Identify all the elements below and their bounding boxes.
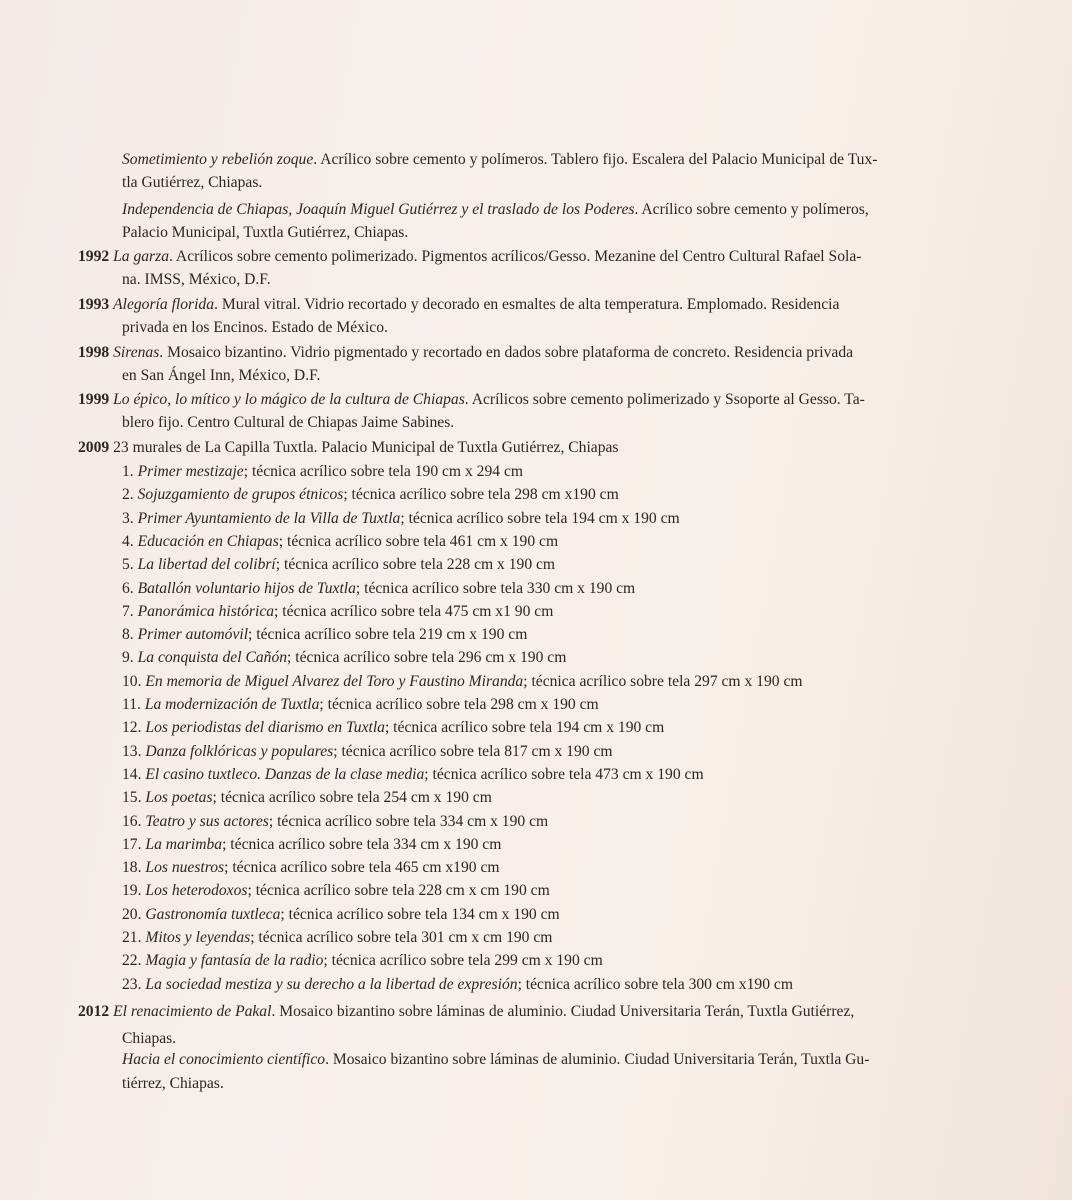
item-technique: ; técnica acrílico sobre tela 301 cm x cm 190 cm <box>250 929 553 946</box>
mural-item <box>122 926 552 949</box>
mural-item <box>122 693 599 716</box>
entry-title: El renacimiento de Pakal <box>113 1003 272 1020</box>
item-number: 18. <box>122 859 146 877</box>
entry-continuation <box>122 1072 224 1095</box>
mural-item <box>122 810 548 833</box>
item-title: En memoria de Miguel Alvarez del Toro y Faustino Miranda <box>145 672 524 690</box>
item-technique: ; técnica acrílico sobre tela 190 cm x 294 cm <box>243 463 523 480</box>
item-technique: ; técnica acrílico sobre tela 298 cm x190 cm <box>343 486 619 504</box>
entry-continuation <box>122 171 262 194</box>
mural-item <box>122 600 553 623</box>
mural-item <box>122 879 550 902</box>
item-number: 1. <box>122 463 138 480</box>
mural-item <box>122 973 793 996</box>
item-technique: ; técnica acrílico sobre tela 298 cm x 190 cm <box>319 696 599 713</box>
item-title: Mitos y leyendas <box>145 929 251 946</box>
entry-title: Sometimiento y rebelión zoque <box>122 151 314 168</box>
entry-title: Hacia el conocimiento científico <box>122 1051 326 1068</box>
item-title: Los heterodoxos <box>145 882 248 900</box>
item-number: 16. <box>122 812 146 830</box>
item-technique: ; técnica acrílico sobre tela 228 cm x 190 cm <box>275 556 556 574</box>
entry-continuation <box>122 1027 176 1050</box>
year-entry-1999 <box>78 388 865 411</box>
item-number: 7. <box>122 602 138 620</box>
item-technique: ; técnica acrílico sobre tela 330 cm x 190 cm <box>355 579 636 597</box>
mural-item <box>122 553 555 576</box>
entry-text: . Mosaico bizantino. Vidrio pigmentado y recortado en dados sobre plataforma de concreto. Residencia privada <box>159 344 854 361</box>
item-number: 3. <box>122 509 138 527</box>
item-technique: ; técnica acrílico sobre tela 296 cm x 190 cm <box>287 649 567 667</box>
mural-item <box>122 949 603 972</box>
item-number: 10. <box>122 672 146 690</box>
item-title: Primer automóvil <box>137 626 249 644</box>
item-number: 4. <box>122 532 138 550</box>
item-title: Batallón voluntario hijos de Tuxtla <box>137 579 356 597</box>
entry-continuation <box>122 221 408 244</box>
item-number: 15. <box>122 789 146 807</box>
entry-text: 23 murales de La Capilla Tuxtla. Palacio Municipal de Tuxtla Gutiérrez, Chiapas <box>113 439 619 456</box>
entry-title: Alegoría florida <box>113 296 215 313</box>
item-title: Los poetas <box>145 789 213 807</box>
mural-item <box>122 856 500 879</box>
item-number: 8. <box>122 626 138 644</box>
item-number: 5. <box>122 556 138 574</box>
entry-text: Palacio Municipal, Tuxtla Gutiérrez, Chiapas. <box>122 224 409 241</box>
mural-item <box>122 670 803 693</box>
item-title: Los nuestros <box>145 859 225 877</box>
entry-text: . Mosaico bizantino sobre láminas de aluminio. Ciudad Universitaria Terán, Tuxtla Gutiérrez, <box>271 1003 855 1020</box>
entry-text: privada en los Encinos. Estado de México. <box>122 319 388 336</box>
year-entry-1993 <box>78 293 839 316</box>
item-number: 9. <box>122 649 138 667</box>
item-number: 23. <box>122 975 146 993</box>
item-title: La sociedad mestiza y su derecho a la libertad de expresión <box>145 975 518 993</box>
item-title: El casino tuxtleco. Danzas de la clase media <box>145 765 425 783</box>
year-entry-1992 <box>78 245 861 268</box>
mural-item <box>122 577 635 600</box>
year-label: 1999 <box>78 391 110 408</box>
item-title: La conquista del Cañón <box>137 649 288 667</box>
item-technique: ; técnica acrílico sobre tela 254 cm x 190 cm <box>212 789 492 807</box>
entry-continuation <box>122 364 320 387</box>
item-title: Educación en Chiapas <box>137 532 279 550</box>
item-title: La modernización de Tuxtla <box>144 696 320 713</box>
entry-text: Chiapas. <box>122 1030 177 1047</box>
item-technique: ; técnica acrílico sobre tela 297 cm x 190 cm <box>523 672 803 690</box>
entry-text: tiérrez, Chiapas. <box>122 1075 224 1092</box>
item-technique: ; técnica acrílico sobre tela 299 cm x 190 cm <box>323 952 603 970</box>
entry-continuation <box>122 316 388 339</box>
entry-text: en San Ángel Inn, México, D.F. <box>122 367 321 384</box>
item-number: 21. <box>122 929 146 946</box>
year-entry-1998 <box>78 341 853 364</box>
entry-text: blero fijo. Centro Cultural de Chiapas Jaime Sabines. <box>122 414 455 431</box>
year-label: 1993 <box>78 296 110 313</box>
item-number: 17. <box>122 835 146 853</box>
year-entry-2009 <box>78 436 619 459</box>
entry-title: Lo épico, lo mítico y lo mágico de la cultura de Chiapas <box>113 391 465 408</box>
item-technique: ; técnica acrílico sobre tela 334 cm x 190 cm <box>222 835 502 853</box>
item-number: 19. <box>122 882 146 900</box>
item-number: 11. <box>122 696 145 713</box>
entry-text: . Acrílico sobre cemento y polímeros. Tablero fijo. Escalera del Palacio Municipal de Tux- <box>313 151 878 168</box>
item-number: 2. <box>122 486 138 504</box>
item-technique: ; técnica acrílico sobre tela 134 cm x 190 cm <box>280 905 560 923</box>
item-number: 13. <box>122 742 146 760</box>
item-title: Panorámica histórica <box>137 602 275 620</box>
mural-item <box>122 716 664 739</box>
item-title: Magia y fantasía de la radio <box>145 952 324 970</box>
year-entry-2012 <box>78 1000 854 1023</box>
entry-text: . Acrílicos sobre cemento polimerizado. Pigmentos acrílicos/Gesso. Mezanine del Centro Cultural Rafael Sola- <box>169 248 862 265</box>
item-title: Primer Ayuntamiento de la Villa de Tuxtla <box>137 509 401 527</box>
item-technique: ; técnica acrílico sobre tela 228 cm x cm 190 cm <box>247 882 550 900</box>
entry-independencia <box>122 198 869 221</box>
entry-title: Independencia de Chiapas, Joaquín Miguel Gutiérrez y el traslado de los Poderes <box>122 201 635 218</box>
item-technique: ; técnica acrílico sobre tela 334 cm x 190 cm <box>268 812 549 830</box>
item-technique: ; técnica acrílico sobre tela 475 cm x1 90 cm <box>274 602 554 620</box>
mural-item <box>122 623 527 646</box>
item-title: Primer mestizaje <box>137 463 244 480</box>
entry-hacia-el-conocimiento <box>122 1048 869 1071</box>
entry-title: Sirenas <box>113 344 160 361</box>
mural-item <box>122 903 560 926</box>
entry-title: La garza <box>113 248 169 265</box>
entry-text: . Mosaico bizantino sobre láminas de aluminio. Ciudad Universitaria Terán, Tuxtla Gu- <box>325 1051 870 1068</box>
entry-text: . Acrílicos sobre cemento polimerizado y Ssoporte al Gesso. Ta- <box>464 391 865 408</box>
entry-text: . Acrílico sobre cemento y polímeros, <box>634 201 869 218</box>
entry-continuation <box>122 411 454 434</box>
item-technique: ; técnica acrílico sobre tela 219 cm x 190 cm <box>248 626 528 644</box>
mural-item <box>122 833 501 856</box>
item-technique: ; técnica acrílico sobre tela 465 cm x190 cm <box>224 859 500 877</box>
entry-sometimiento <box>122 148 877 171</box>
entry-text: . Mural vitral. Vidrio recortado y decorado en esmaltes de alta temperatura. Emplomado. Residencia <box>214 296 840 313</box>
mural-item <box>122 786 492 809</box>
entry-text: tla Gutiérrez, Chiapas. <box>122 174 263 191</box>
mural-item <box>122 483 619 506</box>
item-title: La marimba <box>145 835 223 853</box>
item-title: La libertad del colibrí <box>137 556 276 574</box>
item-number: 20. <box>122 905 146 923</box>
item-title: Danza folklóricas y populares <box>145 742 334 760</box>
item-number: 14. <box>122 765 146 783</box>
item-title: Gastronomía tuxtleca <box>145 905 281 923</box>
item-technique: ; técnica acrílico sobre tela 817 cm x 190 cm <box>333 742 613 760</box>
year-label: 2009 <box>78 439 110 456</box>
item-technique: ; técnica acrílico sobre tela 194 cm x 190 cm <box>400 509 680 527</box>
year-label: 1998 <box>78 344 110 361</box>
mural-item <box>122 763 704 786</box>
item-title: Los periodistas del diarismo en Tuxtla <box>145 719 385 737</box>
year-label: 2012 <box>78 1003 110 1020</box>
item-number: 22. <box>122 952 146 970</box>
mural-item <box>122 646 566 669</box>
item-technique: ; técnica acrílico sobre tela 473 cm x 190 cm <box>424 765 704 783</box>
mural-item <box>122 460 523 483</box>
item-technique: ; técnica acrílico sobre tela 300 cm x190 cm <box>517 975 793 993</box>
entry-text: na. IMSS, México, D.F. <box>122 271 271 288</box>
mural-item <box>122 740 613 763</box>
item-technique: ; técnica acrílico sobre tela 461 cm x 190 cm <box>278 532 559 550</box>
year-label: 1992 <box>78 248 110 265</box>
entry-continuation <box>122 268 271 291</box>
item-title: Teatro y sus actores <box>145 812 269 830</box>
mural-item <box>122 530 558 553</box>
item-technique: ; técnica acrílico sobre tela 194 cm x 190 cm <box>384 719 665 737</box>
mural-item <box>122 507 680 530</box>
item-title: Sojuzgamiento de grupos étnicos <box>137 486 344 504</box>
item-number: 6. <box>122 579 138 597</box>
item-number: 12. <box>122 719 146 737</box>
